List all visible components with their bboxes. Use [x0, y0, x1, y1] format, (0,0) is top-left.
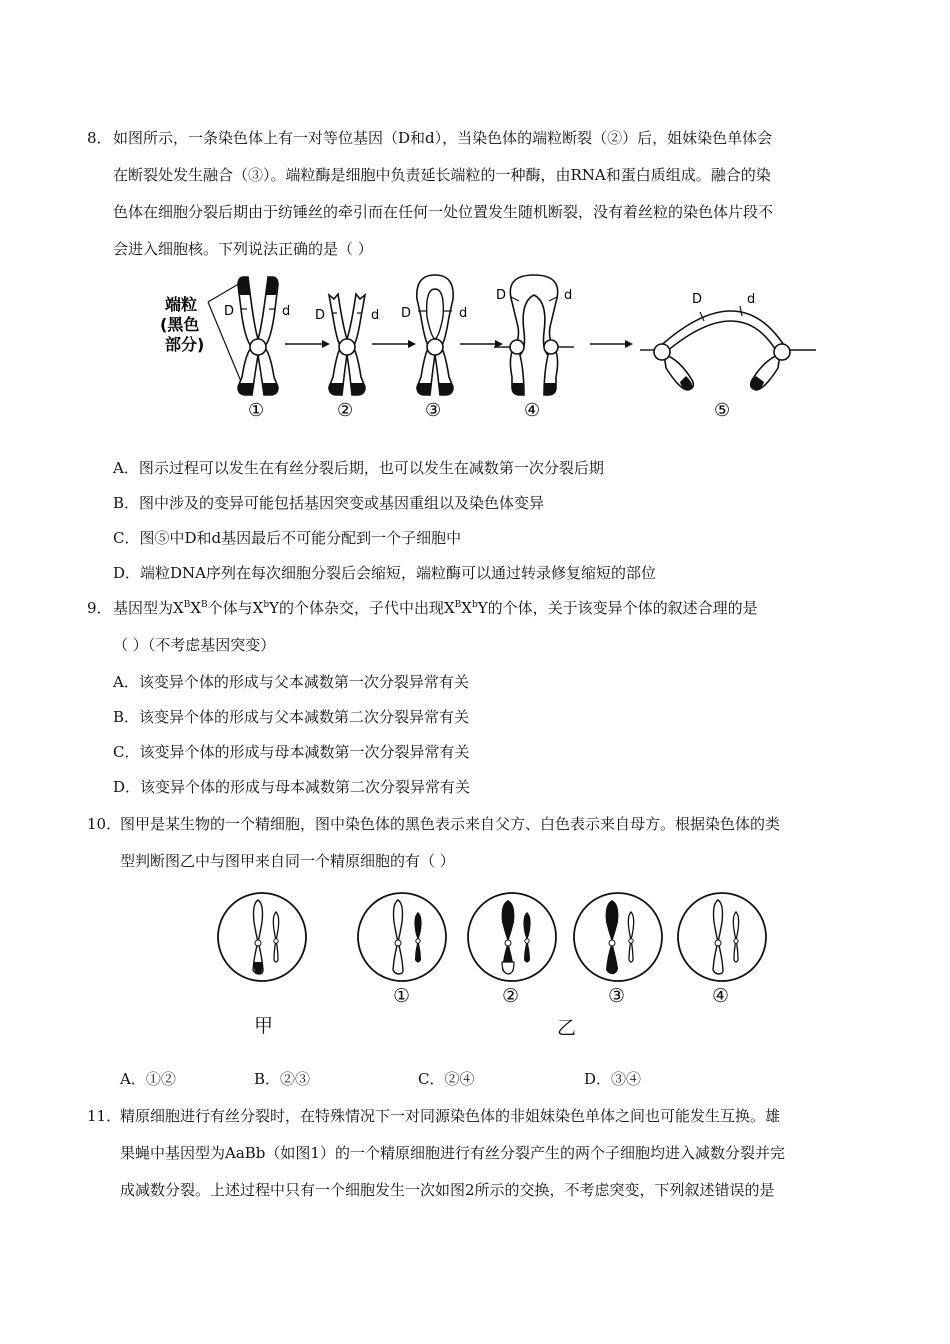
q8-line-4: 会进入细胞核。下列说法正确的是（ ）	[113, 240, 373, 258]
telomere-label-1: 端粒	[165, 295, 198, 314]
q9-line-1: 基因型为$X^BX^B$个体与$X^bY$的个体杂交，子代中出现$X^BX^bY$的个体，关于该变异个体的叙述合理的是	[113, 599, 758, 617]
cell-jia	[218, 893, 306, 981]
cell-3	[574, 893, 662, 981]
q9-option-a: A．该变异个体的形成与父本减数第一次分裂异常有关	[113, 673, 469, 691]
q9-option-b: B．该变异个体的形成与父本减数第二次分裂异常有关	[113, 708, 470, 726]
stage-label-5: ⑤	[714, 400, 731, 421]
gene-d-1: d	[282, 304, 291, 319]
stage-label-3: ③	[425, 400, 442, 421]
cell-label-3: ③	[608, 985, 626, 1007]
gene-d-2: d	[371, 308, 380, 323]
q8-option-d: D．端粒DNA序列在每次细胞分裂后会缩短，端粒酶可以通过转录修复缩短的部位	[113, 564, 657, 582]
q8-number: 8．	[87, 129, 112, 147]
figure-yi-label: 乙	[557, 1017, 577, 1039]
cell-label-1: ①	[393, 985, 411, 1007]
gene-D-5: D	[692, 292, 703, 307]
q9-line-2: （ ）（不考虑基因突变）	[113, 636, 276, 654]
gene-D-1: D	[224, 304, 235, 319]
gene-d-3: d	[459, 306, 468, 321]
cell-1	[358, 893, 446, 981]
cell-label-2: ②	[502, 985, 520, 1007]
q10-line-1: 图甲是某生物的一个精细胞，图中染色体的黑色表示来自父方、白色表示来自母方。根据染色体的类	[120, 815, 781, 833]
stage-label-2: ②	[337, 400, 354, 421]
cell-4	[678, 893, 766, 981]
q8-line-2: 在断裂处发生融合（③）。端粒酶是细胞中负责延长端粒的一种酶，由RNA和蛋白质组成。融合的染	[113, 166, 771, 184]
q8-option-b: B．图中涉及的变异可能包括基因突变或基因重组以及染色体变异	[113, 494, 545, 512]
gene-d-5: d	[747, 292, 756, 307]
q10-cell-figure	[215, 890, 775, 990]
q9-option-d: D．该变异个体的形成与母本减数第二次分裂异常有关	[113, 778, 471, 796]
q8-line-1: 如图所示，一条染色体上有一对等位基因（D和d），当染色体的端粒断裂（②）后，姐妹染色单体会	[113, 129, 773, 147]
cell-label-4: ④	[712, 985, 730, 1007]
stage-label-4: ④	[524, 400, 541, 421]
chromosome-stage-5	[640, 292, 816, 390]
chromosome-stage-3	[401, 275, 467, 395]
q9-option-c: C．该变异个体的形成与母本减数第一次分裂异常有关	[113, 743, 470, 761]
q10-number: 10．	[87, 815, 122, 833]
gene-d-4: d	[564, 288, 573, 303]
telomere-label-2: (黑色	[160, 315, 200, 334]
figure-jia-label: 甲	[254, 1015, 274, 1037]
q9-number: 9．	[87, 599, 112, 617]
gene-D-3: D	[401, 306, 412, 321]
chromosome-stage-4	[494, 275, 574, 395]
q11-line-3: 成减数分裂。上述过程中只有一个细胞发生一次如图2所示的交换，不考虑突变，下列叙述错误的是	[120, 1181, 775, 1199]
q10-option-d: D．③④	[584, 1070, 642, 1088]
q8-option-c: C．图⑤中D和d基因最后不可能分配到一个子细胞中	[113, 529, 462, 547]
stage-label-1: ①	[248, 400, 265, 421]
cell-2	[468, 893, 556, 981]
q8-chromosome-figure	[150, 272, 830, 422]
q10-option-c: C．②④	[418, 1070, 475, 1088]
q10-option-a: A．①②	[120, 1070, 176, 1088]
q8-line-3: 色体在细胞分裂后期由于纺锤丝的牵引而在任何一处位置发生随机断裂，没有着丝粒的染色体片段不	[113, 203, 774, 221]
gene-D-4: D	[496, 288, 507, 303]
gene-D-2: D	[315, 308, 326, 323]
telomere-label-3: 部分)	[165, 335, 205, 354]
q10-option-b: B．②③	[254, 1070, 311, 1088]
q10-line-2: 型判断图乙中与图甲来自同一个精原细胞的有（ ）	[120, 852, 455, 870]
q8-option-a: A．图示过程可以发生在有丝分裂后期，也可以发生在减数第一次分裂后期	[113, 459, 604, 477]
q11-line-2: 果蝇中基因型为AaBb（如图1）的一个精原细胞进行有丝分裂产生的两个子细胞均进入减数分裂并完	[120, 1144, 785, 1162]
chromosome-stage-1	[224, 277, 290, 395]
q11-line-1: 精原细胞进行有丝分裂时，在特殊情况下一对同源染色体的非姐妹染色单体之间也可能发生互换。雄	[120, 1107, 781, 1125]
q11-number: 11．	[87, 1107, 122, 1125]
